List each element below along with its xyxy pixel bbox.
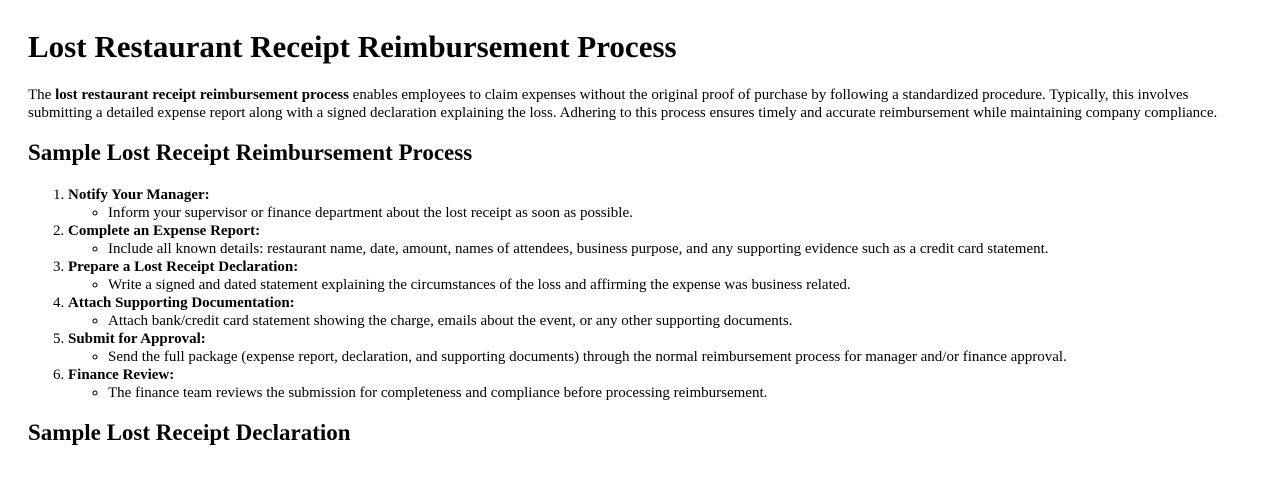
step-title: Submit for Approval:	[68, 331, 206, 347]
step-detail-list	[68, 276, 1250, 294]
process-steps-list	[28, 186, 1250, 402]
intro-bold-term: lost restaurant receipt reimbursement process	[55, 87, 349, 103]
intro-paragraph	[28, 86, 1228, 122]
step-title: Attach Supporting Documentation:	[68, 295, 295, 311]
step-title: Prepare a Lost Receipt Declaration:	[68, 259, 299, 275]
declaration-heading: Sample Lost Receipt Declaration	[28, 420, 351, 445]
step-item	[68, 186, 1250, 222]
step-detail-list	[68, 312, 1250, 330]
page-title: Lost Restaurant Receipt Reimbursement Process	[28, 29, 677, 64]
intro-rest: enables employees to claim expenses without the original proof of purchase by following a standardized procedure. Typically, this involves submitting a detailed expense report along with a signed declaration explaining the loss. Adhering to this process ensures timely and accurate reimbursement while maintaining company compliance.	[28, 87, 1218, 121]
intro-lead: The	[28, 87, 56, 103]
step-item	[68, 222, 1250, 258]
process-heading: Sample Lost Receipt Reimbursement Process	[28, 140, 473, 165]
step-item	[68, 294, 1250, 330]
step-detail-list	[68, 240, 1250, 258]
step-detail: ◦ Send the full package (expense report, declaration, and supporting documents) through the normal reimbursement process for manager and/or finance approval.	[108, 348, 1250, 366]
step-item	[68, 330, 1250, 366]
step-item	[68, 258, 1250, 294]
step-detail: ◦ The finance team reviews the submission for completeness and compliance before processing reimbursement.	[108, 384, 1250, 402]
step-title: Finance Review:	[68, 367, 175, 383]
step-detail: ◦ Attach bank/credit card statement showing the charge, emails about the event, or any other supporting documents.	[108, 312, 1250, 330]
step-detail: ◦ Include all known details: restaurant name, date, amount, names of attendees, business purpose, and any supporting evidence such as a credit card statement.	[108, 240, 1250, 258]
step-detail: ◦ Inform your supervisor or finance department about the lost receipt as soon as possible.	[108, 204, 1250, 222]
step-title: Notify Your Manager:	[68, 187, 210, 203]
step-item	[68, 366, 1250, 402]
step-title: Complete an Expense Report:	[68, 223, 261, 239]
step-detail-list	[68, 384, 1250, 402]
step-detail-list	[68, 204, 1250, 222]
step-detail-list	[68, 348, 1250, 366]
step-detail: ◦ Write a signed and dated statement explaining the circumstances of the loss and affirming the expense was business related.	[108, 276, 1250, 294]
